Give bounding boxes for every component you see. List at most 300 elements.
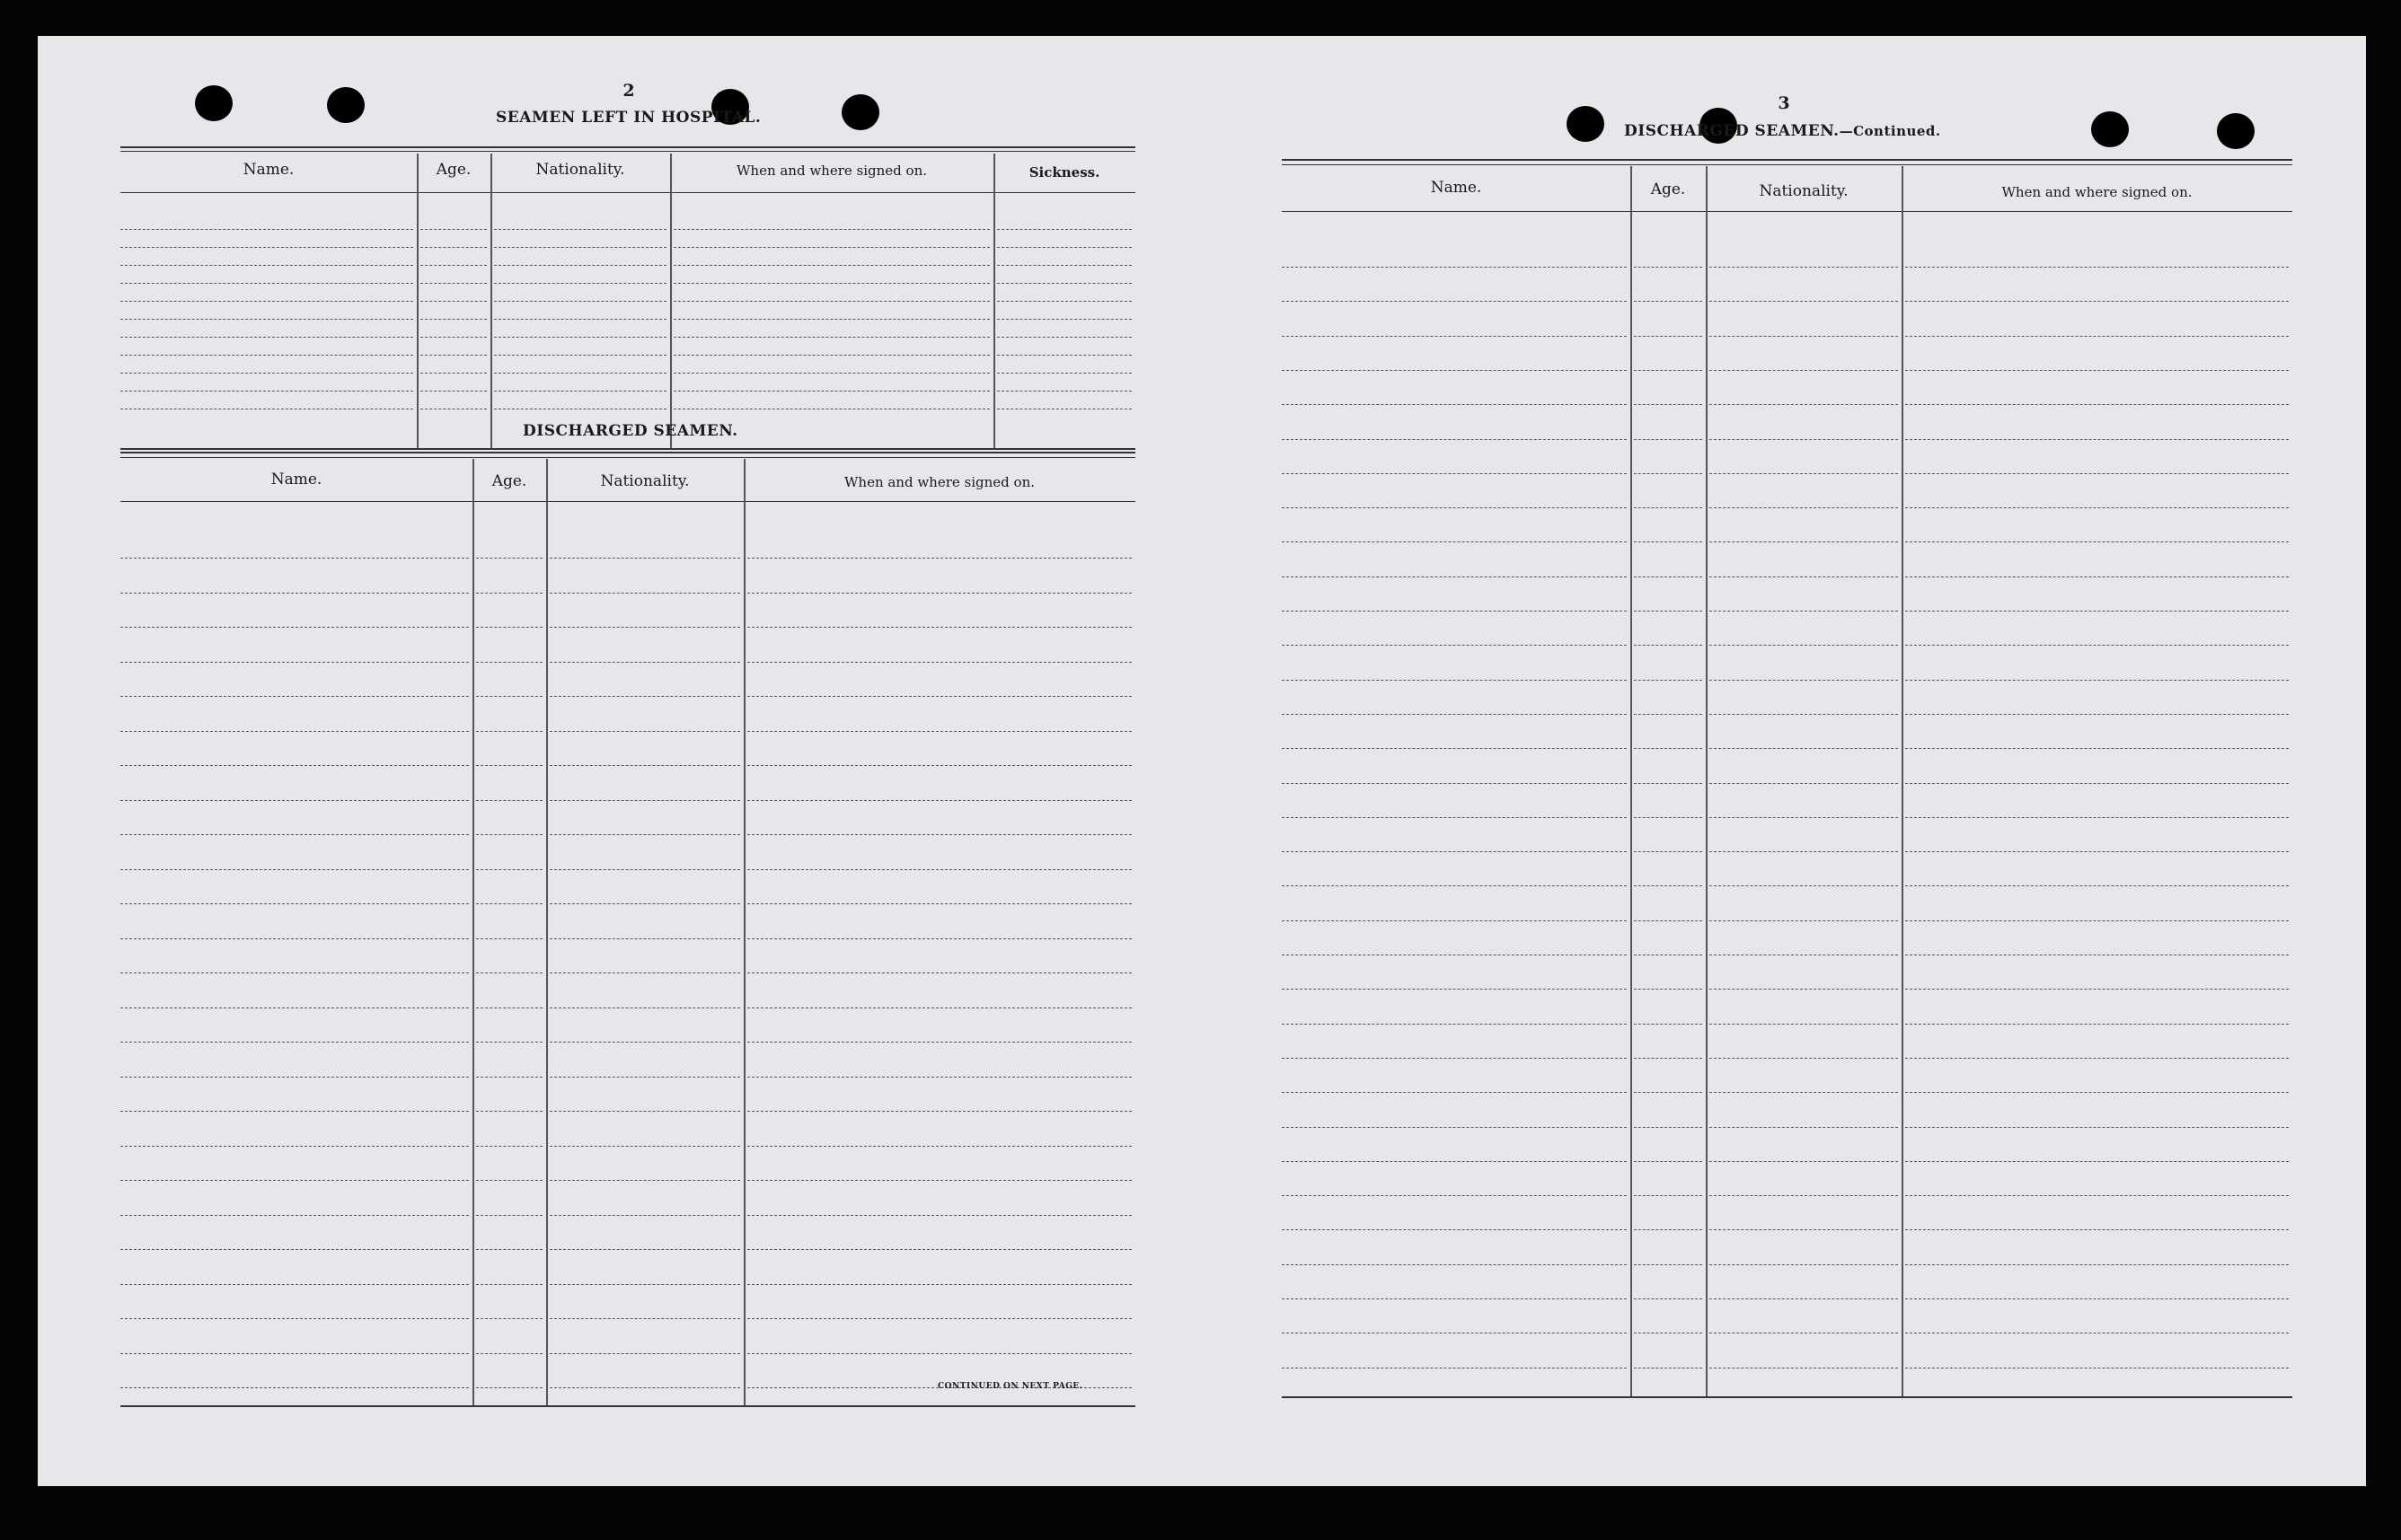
ruled-row-line <box>1634 541 1702 542</box>
discharged-table <box>120 452 1135 1405</box>
ruled-row-line <box>550 731 740 732</box>
ruled-row-line <box>420 265 487 266</box>
ruled-row-line <box>1282 611 1627 612</box>
ruled-row-line <box>1905 920 2289 921</box>
ruled-row-line <box>674 319 990 320</box>
ruled-row-line <box>120 834 469 835</box>
ruled-row-line <box>1282 507 1627 508</box>
ruled-row-line <box>1709 645 1898 646</box>
ruled-row-line <box>120 301 413 302</box>
ruled-row-line <box>1905 989 2289 990</box>
ruled-row-line <box>120 1284 469 1285</box>
table-bottom-rule <box>120 1405 1135 1407</box>
ruled-row-line <box>747 1180 1132 1181</box>
ruled-row-line <box>120 938 469 939</box>
ruled-row-line <box>120 1077 469 1078</box>
ruled-row-line <box>550 696 740 697</box>
ruled-row-line <box>1905 267 2289 268</box>
ruled-row-line <box>1709 1024 1898 1025</box>
ruled-row-line <box>1282 920 1627 921</box>
column-divider <box>490 154 492 448</box>
ruled-row-line <box>1709 611 1898 612</box>
ruled-row-line <box>1709 748 1898 749</box>
ruled-row-line <box>120 265 413 266</box>
column-divider <box>670 154 672 448</box>
ruled-row-line <box>476 731 543 732</box>
ruled-row-line <box>1905 439 2289 440</box>
ruled-row-line <box>476 1042 543 1043</box>
ruled-row-line <box>476 1353 543 1354</box>
ruled-row-line <box>1709 1298 1898 1299</box>
ruled-row-line <box>550 1180 740 1181</box>
ruled-row-line <box>747 1146 1132 1147</box>
ruled-row-line <box>1905 1298 2289 1299</box>
column-divider <box>1630 166 1632 1396</box>
ruled-row-line <box>997 373 1132 374</box>
ruled-row-line <box>747 800 1132 801</box>
ruled-row-line <box>120 319 413 320</box>
ruled-row-line <box>476 593 543 594</box>
column-divider <box>1706 166 1708 1396</box>
ruled-row-line <box>747 869 1132 870</box>
ruled-row-line <box>1634 1024 1702 1025</box>
ruled-row-line <box>120 696 469 697</box>
ruled-row-line <box>1282 783 1627 784</box>
ruled-row-line <box>494 301 666 302</box>
ruled-row-line <box>476 662 543 663</box>
column-header-nationality: Nationality. <box>600 472 690 490</box>
ruled-row-line <box>1282 1161 1627 1162</box>
column-divider <box>417 154 419 448</box>
ruled-row-line <box>747 1215 1132 1216</box>
ruled-row-line <box>1709 301 1898 302</box>
ruled-row-line <box>494 319 666 320</box>
ruled-row-line <box>1905 611 2289 612</box>
table-bottom-rule <box>1282 1396 2292 1398</box>
ruled-row-line <box>1634 473 1702 474</box>
punch-hole <box>2217 113 2255 149</box>
ruled-row-line <box>120 337 413 338</box>
ruled-row-line <box>120 1180 469 1181</box>
ruled-row-line <box>550 627 740 628</box>
ruled-row-line <box>1282 541 1627 542</box>
ruled-row-line <box>997 319 1132 320</box>
ruled-row-line <box>494 391 666 392</box>
ruled-row-line <box>1905 645 2289 646</box>
ruled-row-line <box>120 247 413 248</box>
ruled-row-line <box>1634 439 1702 440</box>
ruled-row-line <box>997 337 1132 338</box>
discharged-section-title: DISCHARGED SEAMEN. <box>523 422 738 440</box>
ruled-row-line <box>747 765 1132 766</box>
ruled-row-line <box>1709 1229 1898 1230</box>
punch-hole <box>327 87 365 123</box>
ruled-row-line <box>550 662 740 663</box>
ruled-row-line <box>1709 370 1898 371</box>
ruled-row-line <box>1282 1195 1627 1196</box>
ruled-row-line <box>1282 817 1627 818</box>
ruled-row-line <box>494 337 666 338</box>
ruled-row-line <box>747 627 1132 628</box>
ruled-row-line <box>997 229 1132 230</box>
ruled-row-line <box>1282 370 1627 371</box>
ruled-row-line <box>1709 1127 1898 1128</box>
ruled-row-line <box>1905 885 2289 886</box>
ruled-row-line <box>494 229 666 230</box>
ruled-row-line <box>747 938 1132 939</box>
ruled-row-line <box>1282 714 1627 715</box>
column-header-name: Name. <box>270 471 322 488</box>
column-divider <box>744 459 746 1405</box>
ruled-row-line <box>1634 611 1702 612</box>
ruled-row-line <box>120 731 469 732</box>
ruled-row-line <box>1282 473 1627 474</box>
ruled-row-line <box>997 247 1132 248</box>
ruled-row-line <box>1282 404 1627 405</box>
ruled-row-line <box>420 337 487 338</box>
ruled-row-line <box>120 593 469 594</box>
ruled-row-line <box>550 1111 740 1112</box>
ruled-row-line <box>120 1387 469 1388</box>
page-number: 3 <box>1778 93 1790 113</box>
ruled-row-line <box>476 765 543 766</box>
column-header-age: Age. <box>491 472 527 490</box>
ruled-row-line <box>1905 1264 2289 1265</box>
punch-hole <box>1567 106 1604 142</box>
ruled-row-line <box>674 391 990 392</box>
ruled-row-line <box>1709 439 1898 440</box>
ruled-row-line <box>747 1249 1132 1250</box>
ruled-row-line <box>1709 507 1898 508</box>
ruled-row-line <box>1634 645 1702 646</box>
ruled-row-line <box>997 355 1132 356</box>
ruled-row-line <box>1709 680 1898 681</box>
ruled-row-line <box>1905 680 2289 681</box>
ruled-row-line <box>747 1353 1132 1354</box>
ruled-row-line <box>476 696 543 697</box>
ruled-row-line <box>476 1318 543 1319</box>
ruled-row-line <box>747 834 1132 835</box>
ruled-row-line <box>1282 989 1627 990</box>
ruled-row-line <box>747 558 1132 559</box>
ruled-row-line <box>120 903 469 904</box>
ruled-row-line <box>120 1146 469 1147</box>
ruled-row-line <box>747 696 1132 697</box>
ruled-row-line <box>476 1249 543 1250</box>
ruled-row-line <box>550 1249 740 1250</box>
column-divider <box>546 459 548 1405</box>
discharged-continued-table <box>1282 159 2292 1396</box>
ruled-row-line <box>674 229 990 230</box>
ruled-row-line <box>476 558 543 559</box>
ruled-row-line <box>1634 748 1702 749</box>
ruled-row-line <box>1709 783 1898 784</box>
ruled-row-line <box>1634 404 1702 405</box>
ruled-row-line <box>1282 1229 1627 1230</box>
ruled-row-line <box>1905 714 2289 715</box>
ruled-row-line <box>674 283 990 284</box>
ruled-row-line <box>550 869 740 870</box>
ruled-row-line <box>747 1284 1132 1285</box>
ruled-row-line <box>420 391 487 392</box>
ruled-row-line <box>1709 336 1898 337</box>
column-header-name: Name. <box>243 161 295 179</box>
ruled-row-line <box>1905 748 2289 749</box>
ruled-row-line <box>120 391 413 392</box>
ruled-row-line <box>747 1077 1132 1078</box>
ruled-row-line <box>420 229 487 230</box>
ruled-row-line <box>550 1353 740 1354</box>
ruled-row-line <box>1282 1024 1627 1025</box>
section-title-suffix: —Continued. <box>1839 123 1941 139</box>
ruled-row-line <box>1709 1058 1898 1059</box>
ruled-row-line <box>550 1387 740 1388</box>
ruled-row-line <box>1905 507 2289 508</box>
ruled-row-line <box>120 1215 469 1216</box>
ruled-row-line <box>1709 1264 1898 1265</box>
ruled-row-line <box>1282 1298 1627 1299</box>
ruled-row-line <box>1634 1229 1702 1230</box>
ruled-row-line <box>747 662 1132 663</box>
ruled-row-line <box>1634 1195 1702 1196</box>
ruled-row-line <box>1709 541 1898 542</box>
punch-hole <box>195 85 233 121</box>
ruled-row-line <box>550 1077 740 1078</box>
ruled-row-line <box>1905 541 2289 542</box>
column-header-when-where: When and where signed on. <box>843 474 1035 490</box>
ruled-row-line <box>476 938 543 939</box>
column-divider <box>1902 166 1903 1396</box>
ruled-row-line <box>1282 851 1627 852</box>
ruled-row-line <box>1634 1298 1702 1299</box>
ruled-row-line <box>1905 1161 2289 1162</box>
ruled-row-line <box>1634 989 1702 990</box>
ruled-row-line <box>120 1318 469 1319</box>
ruled-row-line <box>1905 301 2289 302</box>
ruled-row-line <box>747 1318 1132 1319</box>
ruled-row-line <box>120 1353 469 1354</box>
ruled-row-line <box>120 627 469 628</box>
ruled-row-line <box>550 938 740 939</box>
ruled-row-line <box>420 247 487 248</box>
ruled-row-line <box>1709 920 1898 921</box>
ruled-row-line <box>1905 1229 2289 1230</box>
ruled-row-line <box>674 355 990 356</box>
ruled-row-line <box>1709 1092 1898 1093</box>
ruled-row-line <box>1905 1127 2289 1128</box>
ruled-row-line <box>476 627 543 628</box>
ruled-row-line <box>1634 301 1702 302</box>
column-header-age: Age. <box>1650 180 1686 198</box>
ruled-row-line <box>1282 576 1627 577</box>
ruled-row-line <box>476 869 543 870</box>
ruled-row-line <box>550 1146 740 1147</box>
section-title-text: DISCHARGED SEAMEN. <box>1624 122 1840 140</box>
ruled-row-line <box>120 229 413 230</box>
ruled-row-line <box>120 869 469 870</box>
ruled-row-line <box>1282 1058 1627 1059</box>
ruled-row-line <box>997 283 1132 284</box>
ruled-row-line <box>1634 507 1702 508</box>
hospital-section-title: SEAMEN LEFT IN HOSPITAL. <box>496 109 762 127</box>
ruled-row-line <box>1709 473 1898 474</box>
column-header-nationality: Nationality. <box>1759 182 1849 200</box>
ruled-row-line <box>1282 1264 1627 1265</box>
ruled-row-line <box>550 1318 740 1319</box>
ruled-row-line <box>494 247 666 248</box>
ruled-row-line <box>1282 645 1627 646</box>
punch-hole <box>2091 111 2129 147</box>
ruled-row-line <box>550 558 740 559</box>
ruled-row-line <box>1282 336 1627 337</box>
ruled-row-line <box>1709 817 1898 818</box>
ruled-row-line <box>1905 1058 2289 1059</box>
ruled-row-line <box>1905 473 2289 474</box>
ruled-row-line <box>494 373 666 374</box>
ruled-row-line <box>1709 267 1898 268</box>
ruled-row-line <box>1905 404 2289 405</box>
ruled-row-line <box>1905 370 2289 371</box>
ruled-row-line <box>1709 989 1898 990</box>
ruled-row-line <box>476 1111 543 1112</box>
ruled-row-line <box>747 972 1132 973</box>
ruled-row-line <box>120 1042 469 1043</box>
ruled-row-line <box>1905 783 2289 784</box>
ruled-row-line <box>476 1077 543 1078</box>
ruled-row-line <box>420 319 487 320</box>
ruled-row-line <box>120 373 413 374</box>
document-sheet <box>38 36 2366 1486</box>
ruled-row-line <box>1709 404 1898 405</box>
ruled-row-line <box>1634 1092 1702 1093</box>
ruled-row-line <box>120 283 413 284</box>
ruled-row-line <box>1634 680 1702 681</box>
ruled-row-line <box>1905 1024 2289 1025</box>
ruled-row-line <box>420 283 487 284</box>
ruled-row-line <box>1634 885 1702 886</box>
column-header-nationality: Nationality. <box>535 161 625 179</box>
column-header-age: Age. <box>436 161 472 179</box>
ruled-row-line <box>747 593 1132 594</box>
ruled-row-line <box>1634 576 1702 577</box>
ruled-row-line <box>1282 748 1627 749</box>
ruled-row-line <box>494 283 666 284</box>
ruled-row-line <box>476 800 543 801</box>
ruled-row-line <box>1634 1161 1702 1162</box>
ruled-row-line <box>747 1111 1132 1112</box>
ruled-row-line <box>550 903 740 904</box>
ruled-row-line <box>120 1111 469 1112</box>
ruled-row-line <box>674 265 990 266</box>
ruled-row-line <box>1709 851 1898 852</box>
ruled-row-line <box>1634 1058 1702 1059</box>
ruled-row-line <box>1905 817 2289 818</box>
ruled-row-line <box>476 1387 543 1388</box>
ruled-row-line <box>550 593 740 594</box>
ruled-row-line <box>476 1284 543 1285</box>
ruled-row-line <box>1634 920 1702 921</box>
ruled-row-line <box>747 731 1132 732</box>
column-header-sickness: Sickness. <box>1028 164 1100 180</box>
ruled-row-line <box>120 765 469 766</box>
page-number: 2 <box>622 81 635 101</box>
ruled-row-line <box>550 1042 740 1043</box>
ruled-row-line <box>550 1284 740 1285</box>
ruled-row-line <box>120 355 413 356</box>
hospital-table <box>120 146 1135 448</box>
ruled-row-line <box>674 373 990 374</box>
ruled-row-line <box>476 903 543 904</box>
ruled-row-line <box>120 800 469 801</box>
ruled-row-line <box>120 558 469 559</box>
ruled-row-line <box>1634 783 1702 784</box>
column-divider <box>993 154 995 448</box>
ruled-row-line <box>1282 885 1627 886</box>
punch-hole <box>842 94 879 130</box>
ruled-row-line <box>1709 576 1898 577</box>
ruled-row-line <box>1634 714 1702 715</box>
ruled-row-line <box>550 800 740 801</box>
ruled-row-line <box>476 972 543 973</box>
ruled-row-line <box>1282 1092 1627 1093</box>
ruled-row-line <box>1282 1127 1627 1128</box>
ruled-row-line <box>674 337 990 338</box>
ruled-row-line <box>420 301 487 302</box>
column-header-name: Name. <box>1430 179 1482 197</box>
ruled-row-line <box>476 1215 543 1216</box>
ruled-row-line <box>1709 885 1898 886</box>
continued-footer: CONTINUED ON NEXT PAGE. <box>938 1382 1083 1391</box>
column-header-when-where: When and where signed on. <box>2001 184 2193 200</box>
ruled-row-line <box>120 662 469 663</box>
ruled-row-line <box>550 765 740 766</box>
ruled-row-line <box>1634 1264 1702 1265</box>
ruled-row-line <box>420 373 487 374</box>
ruled-row-line <box>1634 336 1702 337</box>
ruled-row-line <box>420 355 487 356</box>
ruled-row-line <box>1282 439 1627 440</box>
ruled-row-line <box>1709 714 1898 715</box>
ruled-row-line <box>476 1146 543 1147</box>
ruled-row-line <box>1905 576 2289 577</box>
discharged-continued-section-title <box>1624 122 1941 140</box>
ruled-row-line <box>494 265 666 266</box>
ruled-row-line <box>1282 267 1627 268</box>
ruled-row-line <box>1634 267 1702 268</box>
ruled-row-line <box>674 247 990 248</box>
ruled-row-line <box>1634 851 1702 852</box>
ruled-row-line <box>120 972 469 973</box>
ruled-row-line <box>747 903 1132 904</box>
ruled-row-line <box>550 1215 740 1216</box>
ruled-row-line <box>1282 301 1627 302</box>
column-divider <box>472 459 474 1405</box>
ruled-row-line <box>1634 817 1702 818</box>
ruled-row-line <box>1905 1092 2289 1093</box>
ruled-row-line <box>1709 1161 1898 1162</box>
ruled-row-line <box>1709 1195 1898 1196</box>
ruled-row-line <box>476 1180 543 1181</box>
table-bottom-rule <box>120 448 1135 450</box>
ruled-row-line <box>494 355 666 356</box>
ruled-row-line <box>476 834 543 835</box>
ruled-row-line <box>1905 1195 2289 1196</box>
ruled-row-line <box>997 301 1132 302</box>
ruled-row-line <box>550 972 740 973</box>
ruled-row-line <box>1282 680 1627 681</box>
ruled-row-line <box>674 301 990 302</box>
ruled-row-line <box>747 1042 1132 1043</box>
